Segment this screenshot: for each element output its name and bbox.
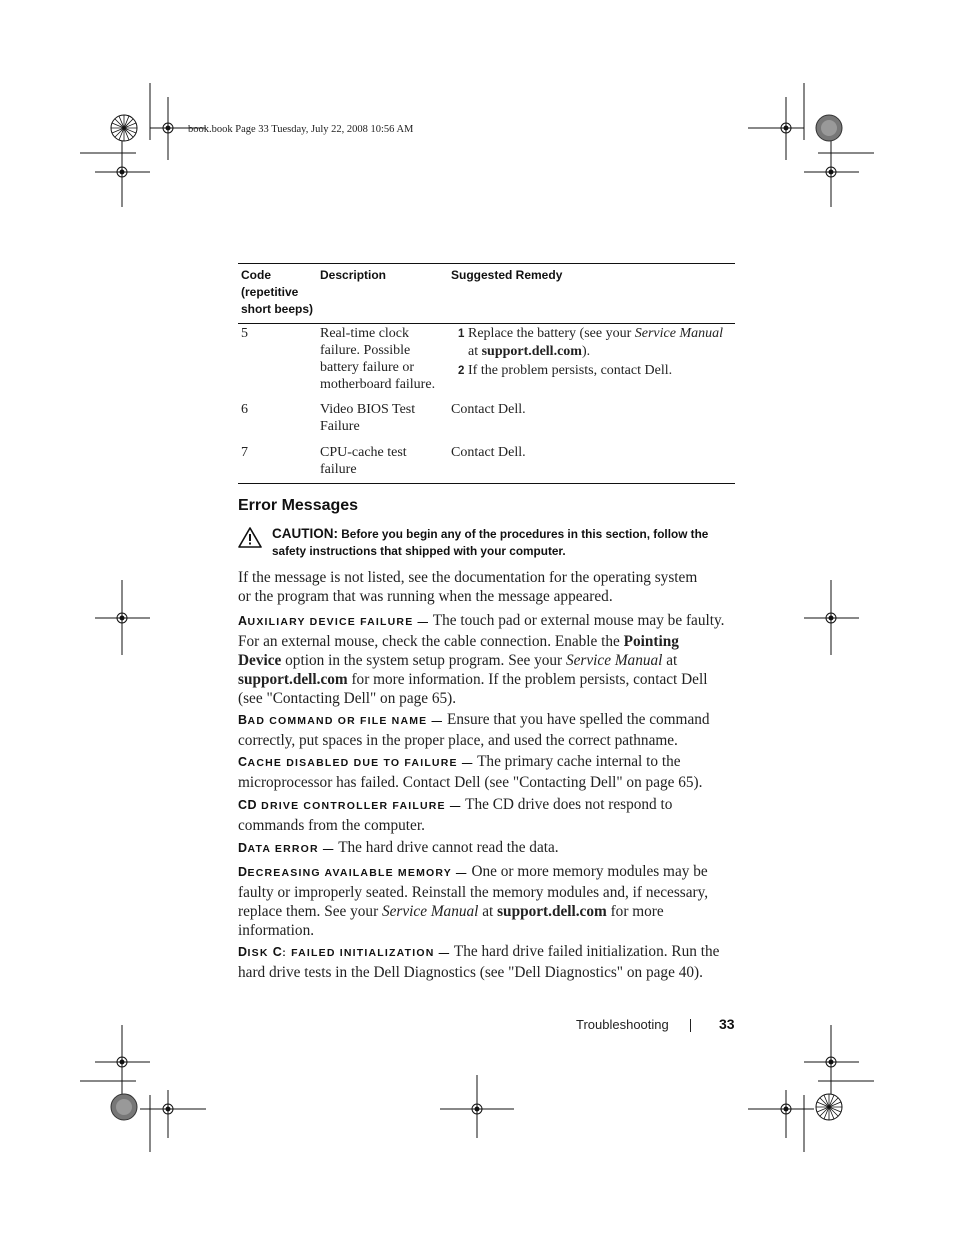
caution-label: CAUTION: [272, 526, 338, 541]
table-header-rule [238, 323, 735, 324]
description-cell: Real-time clock failure. Possible battery failure or motherboard failure. [320, 326, 436, 392]
remedy-step-1: 1 Replace the battery (see your Service Manual at support.dell.com). [458, 326, 724, 359]
footer-section-label: Troubleshooting [576, 1017, 669, 1032]
code-cell: 7 [241, 445, 248, 460]
section-title: Error Messages [238, 497, 359, 514]
remedy-cell: Contact Dell. [451, 445, 526, 460]
error-term: CD DRIVE CONTROLLER FAILURE [238, 798, 446, 812]
print-header: book.book Page 33 Tuesday, July 22, 2008 10:56 AM [188, 124, 414, 135]
footer-divider [690, 1019, 691, 1032]
support-link: support.dell.com [481, 344, 582, 359]
error-term: BAD COMMAND OR FILE NAME [238, 713, 428, 727]
error-term: CACHE DISABLED DUE TO FAILURE [238, 755, 458, 769]
page-number: 33 [719, 1016, 735, 1032]
error-cache-disabled: CACHE DISABLED DUE TO FAILURE — The primary cache internal to the microprocessor has failed. Contact Dell (see "Contacting Dell" on page 65). [238, 753, 703, 791]
error-decreasing-memory: DECREASING AVAILABLE MEMORY — One or more memory modules may be faulty or improperly seated. Reinstall the memory modules and, if necessary, replace them. See your Service Manual at support.dell.com for more information. [238, 863, 709, 939]
column-header-code: Code (repetitive short beeps) [241, 268, 314, 316]
remedy-step-2: 2 If the problem persists, contact Dell. [458, 363, 673, 378]
error-term: DECREASING AVAILABLE MEMORY [238, 865, 452, 879]
table-bottom-rule [238, 483, 735, 484]
column-header-remedy: Suggested Remedy [451, 268, 563, 282]
error-term: AUXILIARY DEVICE FAILURE [238, 614, 414, 628]
code-cell: 6 [241, 402, 248, 417]
error-term: DATA ERROR [238, 841, 319, 855]
description-cell: CPU-cache test failure [320, 445, 407, 477]
support-link: support.dell.com [238, 671, 348, 688]
intro-paragraph: If the message is not listed, see the documentation for the operating system or the program that was running when the message appeared. [238, 569, 698, 605]
error-auxiliary-device-failure: AUXILIARY DEVICE FAILURE — The touch pad or external mouse may be faulty. For an external mouse, check the cable connection. Enable the Pointing Device option in the system setup program. See your Service Manual at support.dell.com for more information. If the problem persists, contact Dell (see "Contacting Dell" on page 65). [238, 612, 725, 707]
support-link: support.dell.com [497, 903, 607, 920]
description-cell: Video BIOS Test Failure [320, 402, 416, 434]
error-data-error: DATA ERROR — The hard drive cannot read the data. [238, 839, 559, 856]
column-header-description: Description [320, 268, 387, 282]
caution-triangle-icon [238, 527, 262, 548]
error-term: DISK C: FAILED INITIALIZATION [238, 945, 435, 959]
error-bad-command: BAD COMMAND OR FILE NAME — Ensure that you have spelled the command correctly, put spaces in the proper place, and used the correct pathname. [238, 711, 710, 749]
code-cell: 5 [241, 326, 248, 341]
table-top-rule [238, 263, 735, 264]
error-cd-drive-controller: CD DRIVE CONTROLLER FAILURE — The CD drive does not respond to commands from the computer. [238, 796, 673, 834]
error-disk-c-failed-initialization: DISK C: FAILED INITIALIZATION — The hard drive failed initialization. Run the hard drive tests in the Dell Diagnostics (see "Dell Diagnostics" on page 40). [238, 943, 720, 981]
remedy-cell: Contact Dell. [451, 402, 526, 417]
